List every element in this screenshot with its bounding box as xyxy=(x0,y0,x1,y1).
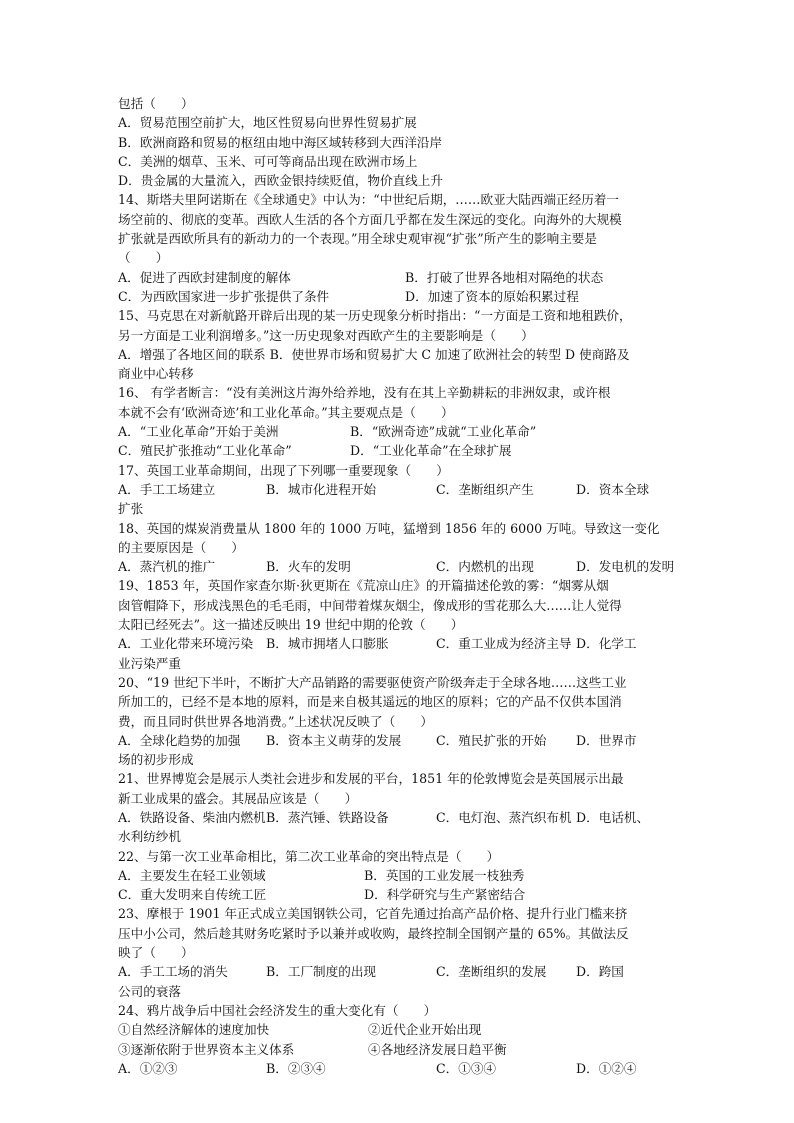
q20-option-c: C．殖民扩张的开始 xyxy=(436,732,547,748)
q24-option-b: B．②③④ xyxy=(266,1060,326,1076)
q21-options-row xyxy=(118,808,684,827)
q18-option-b: B．火车的发明 xyxy=(266,559,351,575)
q24-option-a: A．①②③ xyxy=(118,1060,178,1076)
q20-stem: 所加工的，已经不是本地的原料，而是来自极其遥远的地区的原料；它的产品不仅供本国消 xyxy=(118,694,622,710)
q21-option-d-cont: 水利纺纱机 xyxy=(118,829,181,845)
q24-option-c: C．①③④ xyxy=(436,1060,497,1076)
q24-item-3: ③逐渐依附于世界资本主义体系 xyxy=(118,1041,295,1057)
q20-options-row xyxy=(118,731,684,750)
q15-stem: 15、马克思在对新航路开辟后出现的某一历史现象分析时指出：“一方面是工资和地租跌价， xyxy=(118,308,632,324)
q14-stem: 14、斯塔夫里阿诺斯在《全球通史》中认为：“中世纪后期，……欧亚大陆西端正经历着一 xyxy=(118,192,620,208)
q16-option-d: D．“工业化革命”在全球扩展 xyxy=(350,443,512,459)
q24-items-row xyxy=(118,1040,684,1059)
q14-options-row xyxy=(118,268,684,287)
q23-options-row xyxy=(118,962,684,981)
q22-option-d: D．科学研究与生产紧密结合 xyxy=(364,887,526,903)
q24-stem: 24、鸦片战争后中国社会经济发生的重大变化有（ ） xyxy=(118,1002,437,1018)
q18-options-row xyxy=(118,557,684,576)
q19-option-c: C．重工业成为经济主导 xyxy=(436,636,572,652)
q17-options-row xyxy=(118,480,684,499)
q23-option-a: A．手工工场的消失 xyxy=(118,964,228,980)
q17-option-a: A．手工工场建立 xyxy=(118,481,216,497)
q22-option-a: A．主要发生在轻工业领域 xyxy=(118,867,266,883)
q22-options-row xyxy=(118,885,684,904)
q14-option-b: B．打破了世界各地相对隔绝的状态 xyxy=(405,269,604,285)
q13-option-c: C．美洲的烟草、玉米、可可等商品出现在欧洲市场上 xyxy=(118,153,418,169)
q19-stem: 太阳已经死去”。这一描述反映出 19 世纪中期的伦敦（ ） xyxy=(118,617,464,633)
q14-stem: 扩张就是西欧所具有的新动力的一个表现。”用全球史观审视“扩张”所产生的影响主要是 xyxy=(118,231,597,247)
q23-stem: 压中小公司，然后趁其财务吃紧时予以兼并或收购，最终控制全国钢产量的 65%。其做法反 xyxy=(118,925,629,941)
q17-option-b: B．城市化进程开始 xyxy=(266,481,377,497)
q16-options-row xyxy=(118,422,684,441)
q21-stem: 新工业成果的盛会。其展品应该是（ ） xyxy=(118,790,358,806)
q13-option-b: B．欧洲商路和贸易的枢纽由地中海区域转移到大西洋沿岸 xyxy=(118,134,443,150)
q13-option-d: D．贵金属的大量流入，西欧金银持续贬值，物价直线上升 xyxy=(118,173,443,189)
q18-stem: 的主要原因是（ ） xyxy=(118,539,244,555)
q21-option-d: D．电话机、 xyxy=(576,809,650,825)
q19-option-d-cont: 业污染严重 xyxy=(118,655,181,671)
q19-option-b: B．城市拥堵人口膨胀 xyxy=(266,636,389,652)
q18-stem: 18、英国的煤炭消费量从 1800 年的 1000 万吨，猛增到 1856 年的 6000 万吨。导致这一变化 xyxy=(118,520,660,536)
q16-option-c: C．殖民扩张推动“工业化革命” xyxy=(118,443,292,459)
q17-option-c: C．垄断组织产生 xyxy=(436,481,534,497)
q24-item-1: ①自然经济解体的速度加快 xyxy=(118,1022,270,1038)
q20-option-d: D．世界市 xyxy=(576,732,637,748)
text-line: 包括（ ） xyxy=(118,96,194,111)
q17-option-d-cont: 扩张 xyxy=(118,501,144,517)
q15-stem: 另一方面是工业利润增多。”这一历史现象对西欧产生的主要影响是（ ） xyxy=(118,327,534,343)
q15-options: A．增强了各地区间的联系 B．使世界市场和贸易扩大 C 加速了欧洲社会的转型 D 使商路及 xyxy=(118,346,630,362)
q14-option-c: C．为西欧国家进一步扩张提供了条件 xyxy=(118,288,330,304)
q23-option-d: D．跨国 xyxy=(576,964,624,980)
q14-option-a: A．促进了西欧封建制度的解体 xyxy=(118,269,291,285)
q15-options: 商业中心转移 xyxy=(118,366,194,382)
q18-option-c: C．内燃机的出现 xyxy=(436,559,534,575)
q18-option-a: A．蒸汽机的推广 xyxy=(118,559,216,575)
q20-option-a: A．全球化趋势的加强 xyxy=(118,732,241,748)
q20-stem: 费，而且同时供世界各地消费。”上述状况反映了（ ） xyxy=(118,713,433,729)
q19-option-d: D．化学工 xyxy=(576,636,637,652)
q23-option-c: C．垄断组织的发展 xyxy=(436,964,547,980)
q20-option-d-cont: 场的初步形成 xyxy=(118,752,194,768)
q24-options-row xyxy=(118,1059,684,1078)
q21-option-b: B．蒸汽锤、铁路设备 xyxy=(266,809,389,825)
q17-option-d: D．资本全球 xyxy=(576,481,650,497)
q24-item-2: ②近代企业开始出现 xyxy=(368,1022,482,1038)
q22-option-b: B．英国的工业发展一枝独秀 xyxy=(364,867,525,883)
q22-option-c: C．重大发明来自传统工匠 xyxy=(118,887,267,903)
q24-option-d: D．①②④ xyxy=(576,1060,637,1076)
q14-options-row xyxy=(118,287,684,306)
q19-options-row xyxy=(118,634,684,653)
q23-stem: 映了（ ） xyxy=(118,945,194,961)
q19-stem: 囱管帽降下，形成浅黑色的毛毛雨，中间带着煤灰烟尘，像成形的雪花那么大……让人觉得 xyxy=(118,597,622,613)
q16-option-b: B．“欧洲奇迹”成就“工业化革命” xyxy=(350,424,537,440)
q22-options-row xyxy=(118,866,684,885)
q16-stem: 16、 有学者断言：“没有美洲这片海外给养地，没有在其上辛勤耕耘的非洲奴隶，或许根 xyxy=(118,385,611,401)
q23-stem: 23、摩根于 1901 年正式成立美国钢铁公司，它首先通过抬高产品价格、提升行业门槛来挤 xyxy=(118,906,628,922)
q24-items-row xyxy=(118,1020,684,1039)
q21-stem: 21、世界博览会是展示人类社会进步和发展的平台，1851 年的伦敦博览会是英国展示出最 xyxy=(118,771,624,787)
q14-option-d: D．加速了资本的原始积累过程 xyxy=(405,288,579,304)
q18-option-d: D．发电机的发明 xyxy=(576,559,675,575)
q19-stem: 19、1853 年，英国作家查尔斯·狄更斯在《荒凉山庄》的开篇描述伦敦的雾：“烟雾从烟 xyxy=(118,578,609,594)
q17-stem: 17、英国工业革命期间，出现了下列哪一重要现象（ ） xyxy=(118,462,449,478)
q21-option-a: A．铁路设备、柴油内燃机 xyxy=(118,809,266,825)
q23-option-d-cont: 公司的衰落 xyxy=(118,983,181,999)
q13-option-a: A．贸易范围空前扩大，地区性贸易向世界性贸易扩展 xyxy=(118,115,417,131)
q20-option-b: B．资本主义萌芽的发展 xyxy=(266,732,402,748)
q14-stem: 场空前的、彻底的变革。西欧人生活的各个方面几乎都在发生深远的变化。向海外的大规模 xyxy=(118,211,622,227)
q14-stem: （ ） xyxy=(118,250,169,266)
q16-stem: 本就不会有‘欧洲奇迹’和工业化革命。”其主要观点是（ ） xyxy=(118,404,454,420)
q20-stem: 20、“19 世纪下半叶，不断扩大产品销路的需要驱使资产阶级奔走于全球各地……这些工业 xyxy=(118,674,627,690)
q23-option-b: B．工厂制度的出现 xyxy=(266,964,377,980)
q21-option-c: C．电灯泡、蒸汽织布机 xyxy=(436,809,572,825)
q16-option-a: A．“工业化革命”开始于美洲 xyxy=(118,424,279,440)
q22-stem: 22、与第一次工业革命相比，第二次工业革命的突出特点是（ ） xyxy=(118,848,500,864)
q24-item-4: ④各地经济发展日趋平衡 xyxy=(368,1041,507,1057)
q16-options-row xyxy=(118,441,684,460)
q19-option-a: A．工业化带来环境污染 xyxy=(118,636,254,652)
